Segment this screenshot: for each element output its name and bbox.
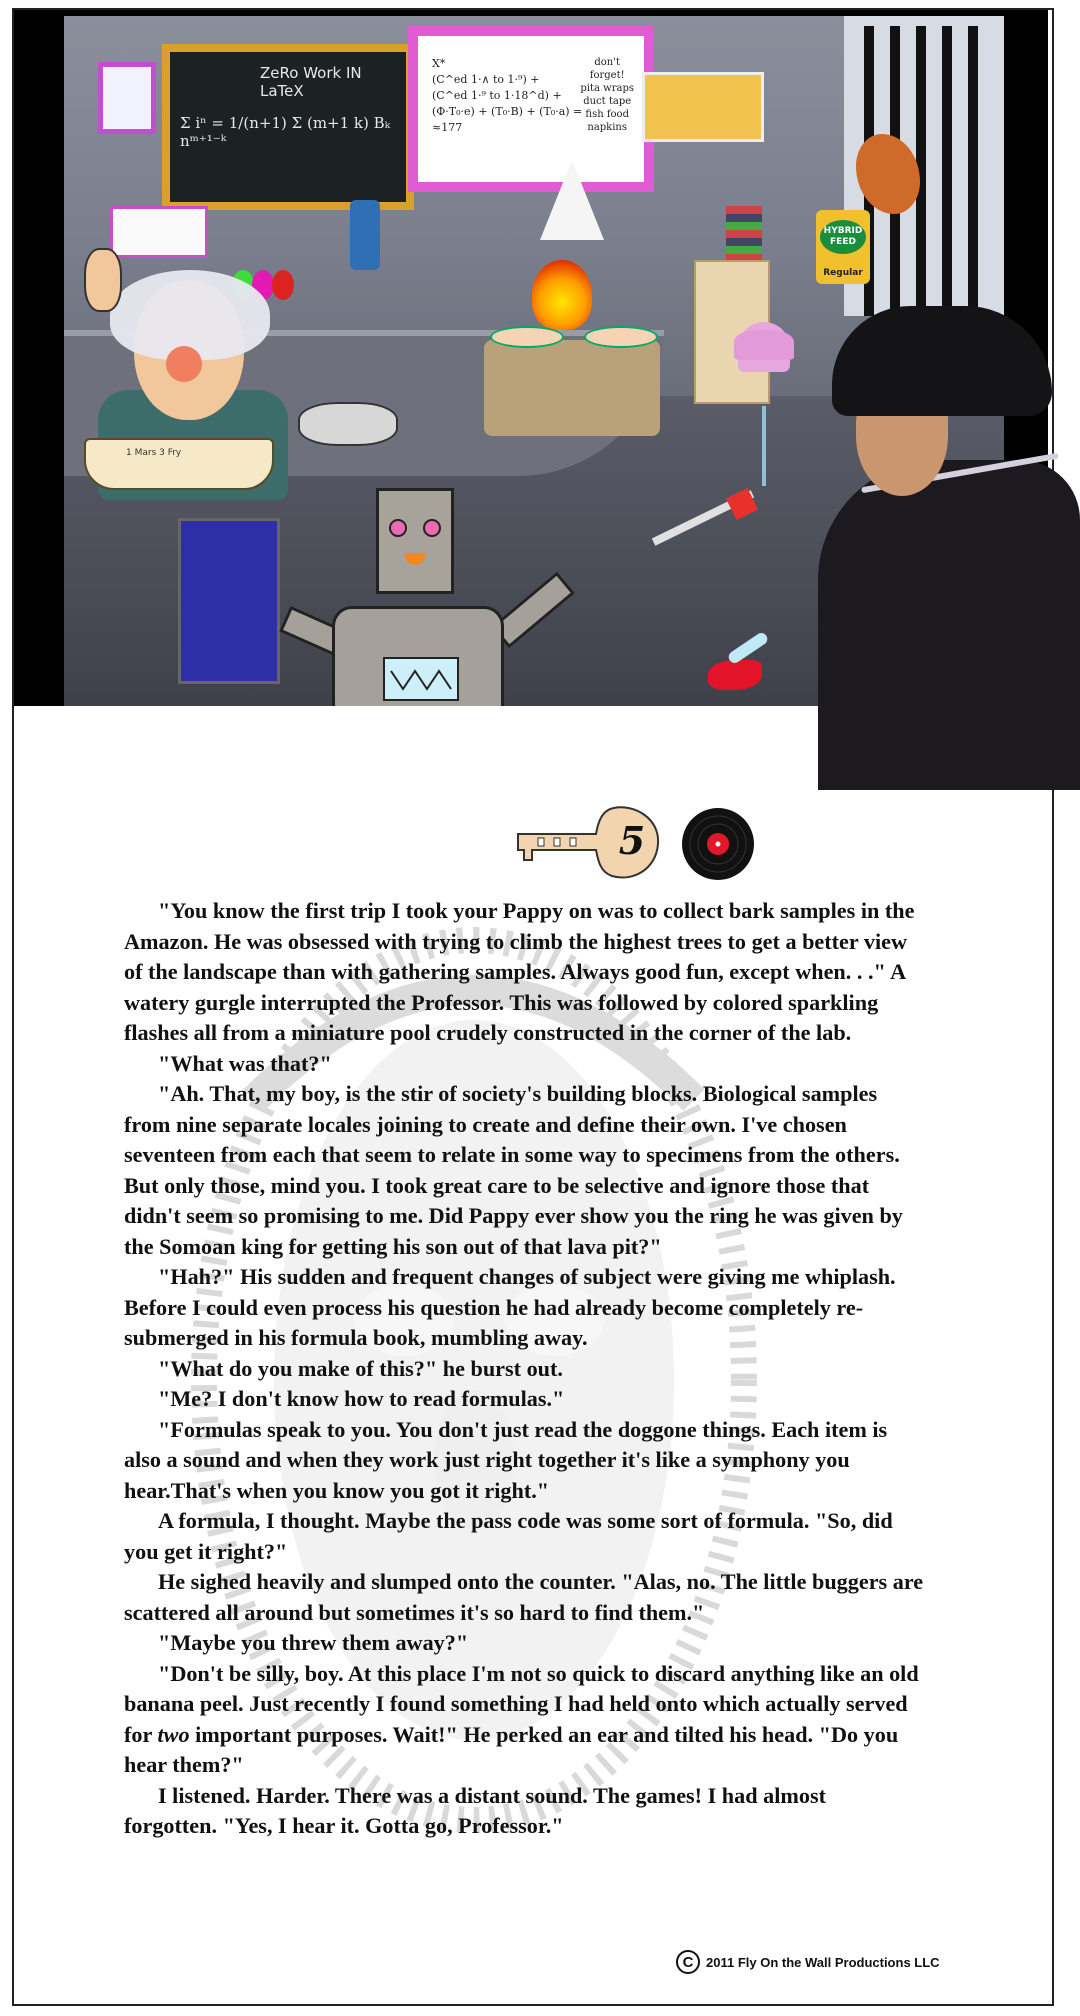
whiteboard-math xyxy=(432,56,582,136)
periodic-table-poster xyxy=(110,206,208,258)
whiteboard-list-item: pita wraps xyxy=(580,83,634,94)
story-paragraph: "What do you make of this?" he burst out. xyxy=(158,1355,563,1381)
story-paragraph: "Ah. That, my boy, is the stir of society's building blocks. Biological samples from nine separate locales joining to create and define their own. I've chosen seventeen from each that seem to relate in some way to specimens from the others. But only those, mind you. I took great care to be selective and ignore those that didn't seem so promising to me. Did Pappy ever show you the ring he was given by the Somoan king for getting his son out of that lava pit?" xyxy=(124,1081,903,1259)
chip-bag-brand: HYBRID FEED xyxy=(820,220,866,254)
professor-nose xyxy=(166,346,202,382)
fire-icon xyxy=(532,260,592,330)
whiteboard-list-item: fish food xyxy=(585,109,629,120)
whiteboard xyxy=(408,26,654,192)
window-bar xyxy=(942,26,952,316)
chip-bag xyxy=(816,210,870,284)
robot-eye xyxy=(423,519,441,537)
whiteboard-math-line: (C^ed 1·⁹ to 1·18^d) + xyxy=(432,89,562,102)
chair-seat xyxy=(734,330,794,360)
blueprint-poster xyxy=(178,518,280,684)
formula-book xyxy=(84,438,274,490)
story-paragraph: I listened. Harder. There was a distant sound. The games! I had almost forgotten. "Yes, I hear it. Gotta go, Professor." xyxy=(124,1782,826,1838)
robot-eye xyxy=(389,519,407,537)
chalkboard xyxy=(162,44,414,210)
story-paragraph xyxy=(124,1659,924,1781)
story-paragraph: "You know the first trip I took your Pappy on was to collect bark samples in the Amazon. He was obsessed with trying to climb the highest trees to get a better view of the landscape than with gathering samples. Always good fun, except when. . ." A watery gurgle interrupted the Professor. This was followed by colored sparkling flashes all from a miniature pool crudely constructed in the corner of the lab. xyxy=(124,898,915,1045)
whiteboard-math-line: (C^ed 1·∧ to 1·⁹) + xyxy=(432,73,540,86)
book-stack xyxy=(726,206,762,262)
chair-leg xyxy=(762,406,766,486)
story-paragraph: "Maybe you threw them away?" xyxy=(158,1630,469,1655)
scale-pan xyxy=(490,326,564,348)
observer-body xyxy=(818,460,1080,790)
whiteboard-list xyxy=(580,56,634,134)
pointing-hand xyxy=(84,248,122,312)
story-paragraph: "Formulas speak to you. You don't just read the doggone things. Each item is also a sound and when they work just right together it's like a symphony you hear.That's when you know you got it right." xyxy=(124,1416,888,1503)
chalkboard-title: ZeRo Work IN LaTeX xyxy=(260,64,362,100)
whiteboard-list-item: duct tape xyxy=(583,96,632,107)
formula-book-text: 1 Mars 3 Fry xyxy=(126,448,182,458)
flask-icon xyxy=(540,160,604,240)
balance-scale xyxy=(484,340,660,436)
story-text-run: important purposes. Wait!" He perked an ear and tilted his head. "Do you hear them?" xyxy=(124,1721,899,1777)
story-paragraph: "Hah?" His sudden and frequent changes of subject were giving me whiplash. Before I could even process his question he had already become completely re-submerged in his formula book, mumbling away. xyxy=(124,1264,896,1350)
whiteboard-list-item: napkins xyxy=(587,122,628,133)
chapter-number: 5 xyxy=(618,818,646,863)
story-paragraph: "Me? I don't know how to read formulas." xyxy=(158,1386,565,1411)
red-splash xyxy=(708,660,762,690)
copyright-notice xyxy=(676,1950,940,1974)
window-bar xyxy=(968,26,978,316)
robot-mouth xyxy=(405,553,425,565)
story-text-run: "Don't be silly, boy. At this place I'm not so quick to discard anything like an old banana peel. Just recently I found something I had held onto which actually served for xyxy=(124,1660,919,1747)
copyright-text: 2011 Fly On the Wall Productions LLC xyxy=(706,1954,940,1970)
robot-screen xyxy=(383,657,459,701)
potion-bottle xyxy=(272,270,294,300)
robot-head xyxy=(376,488,454,594)
story-emphasis: two xyxy=(157,1721,190,1747)
microscope-icon xyxy=(350,200,380,270)
whiteboard-math-line: X* xyxy=(432,57,446,70)
whiteboard-list-item: forget! xyxy=(589,70,625,81)
whiteboard-math-line: ≈177 xyxy=(432,121,463,134)
vinyl-record-icon xyxy=(680,806,756,882)
chip-bag-flavor: Regular xyxy=(823,268,863,278)
scale-pan xyxy=(584,326,658,348)
story-paragraph: "What was that?" xyxy=(158,1050,332,1076)
robot-body xyxy=(332,606,504,706)
rubber-glove xyxy=(298,402,398,446)
wave-icon xyxy=(385,659,457,699)
copyright-icon: C xyxy=(676,1950,700,1974)
evolution-poster xyxy=(642,72,764,142)
story-paragraph: He sighed heavily and slumped onto the counter. "Alas, no. The little buggers are scattered all around but sometimes it's so hard to find them." xyxy=(124,1569,924,1625)
whiteboard-math-line: (Φ·T₀·e) + (T₀·B) + (T₀·a) = xyxy=(432,105,583,118)
chalkboard-formula: Σ iⁿ = 1/(n+1) Σ (m+1 k) Bₖ nᵐ⁺¹⁻ᵏ xyxy=(180,114,391,150)
whiteboard-list-item: don't xyxy=(594,57,621,68)
story-text xyxy=(124,896,924,1842)
clipboard-icon xyxy=(98,62,156,134)
story-paragraph: A formula, I thought. Maybe the pass code was some sort of formula. "So, did you get it right?" xyxy=(124,1508,893,1564)
